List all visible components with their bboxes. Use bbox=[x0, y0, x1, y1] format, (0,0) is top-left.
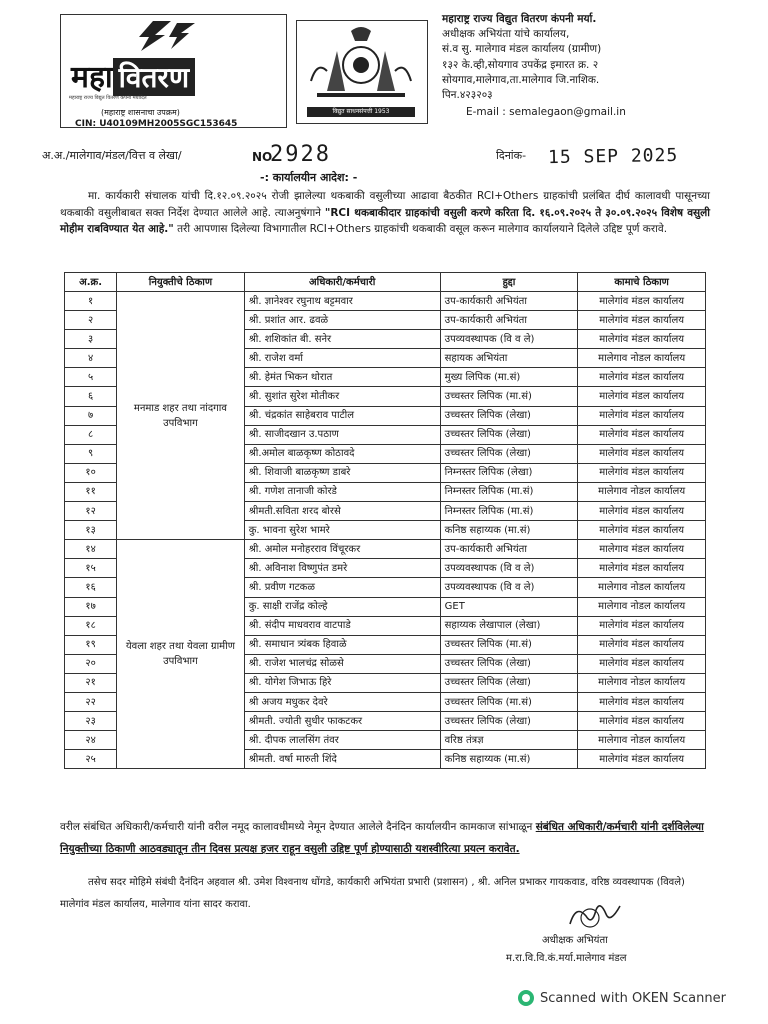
cell-post: कनिष्ठ सहाय्यक (मा.सं) bbox=[440, 521, 578, 540]
cell-post: उप-कार्यकारी अभियंता bbox=[440, 311, 578, 330]
cell-work-place: मालेगांव मंडल कार्यालय bbox=[578, 292, 706, 311]
cell-work-place: मालेगाव नोडल कार्यालय bbox=[578, 578, 706, 597]
cell-work-place: मालेगांव मंडल कार्यालय bbox=[578, 692, 706, 711]
cell-work-place: मालेगांव मंडल कार्यालय bbox=[578, 425, 706, 444]
cell-name: श्री. हेमंत भिकन थोरात bbox=[244, 368, 440, 387]
body-text-part: तरी आपणास दिलेल्या विभागातील RCI+Others ग्राहकांची थकबाकी वसूल करून मालेगाव कार्यालयाने दिलेले उद्दिष्ट पूर्ण करावे. bbox=[173, 223, 668, 235]
cell-name: श्रीमती. वर्षा मारुती शिंदे bbox=[244, 750, 440, 769]
cell-post: उच्चस्तर लिपिक (लेखा) bbox=[440, 444, 578, 463]
cell-post: निम्नस्तर लिपिक (मा.सं) bbox=[440, 502, 578, 521]
cell-post: सहाय्यक लेखापाल (लेखा) bbox=[440, 616, 578, 635]
cell-name: श्री. चंद्रकांत साहेबराव पाटील bbox=[244, 406, 440, 425]
signatory-office: म.रा.वि.वि.कं.मर्या.मालेगाव मंडल bbox=[506, 953, 627, 964]
cell-posting-place: मनमाड शहर तथा नांदगाव उपविभाग bbox=[117, 292, 245, 540]
date-stamp: 15 SEP 2025 bbox=[547, 144, 679, 169]
cell-post: उच्चस्तर लिपिक (लेखा) bbox=[440, 712, 578, 731]
cell-work-place: मालेगाव मंडल कार्यालय bbox=[578, 540, 706, 559]
cell-serial: २२ bbox=[65, 692, 117, 711]
cell-post: उच्चस्तर लिपिक (मा.सं) bbox=[440, 387, 578, 406]
cell-name: श्री. राजेश वर्मा bbox=[244, 349, 440, 368]
cell-serial: २५ bbox=[65, 750, 117, 769]
footer-text-part: वरील संबंधित अधिकारी/कर्मचारी यांनी वरील नमूद कालावधीमध्ये नेमून देण्यात आलेले दैनंदिन कार्यालयीन कामकाज सांभाळून bbox=[60, 821, 536, 833]
address-line: सोयगाव,मालेगाव,ता.मालेगाव जि.नाशिक. bbox=[442, 73, 600, 86]
cell-name: श्री. संदीप माधवराव वाटपाडे bbox=[244, 616, 440, 635]
staff-assignment-table bbox=[64, 272, 706, 769]
cell-serial: १६ bbox=[65, 578, 117, 597]
order-subject: -: कार्यालयीन आदेश: - bbox=[260, 171, 358, 184]
cell-name: श्री.अमोल बाळकृष्ण कोठावदे bbox=[244, 444, 440, 463]
logo-tagline: (महाराष्ट्र शासनाचा उपक्रम) bbox=[101, 108, 180, 117]
cell-work-place: मालेगाव नोडल कार्यालय bbox=[578, 349, 706, 368]
cell-post: उच्चस्तर लिपिक (मा.सं) bbox=[440, 635, 578, 654]
scanner-label: Scanned with OKEN Scanner bbox=[540, 990, 726, 1006]
cell-post: निम्नस्तर लिपिक (लेखा) bbox=[440, 463, 578, 482]
cell-serial: ४ bbox=[65, 349, 117, 368]
cell-name: श्रीमती.सविता शरद बोरसे bbox=[244, 502, 440, 521]
cell-serial: १५ bbox=[65, 559, 117, 578]
cell-serial: १८ bbox=[65, 616, 117, 635]
cell-serial: ९ bbox=[65, 444, 117, 463]
cell-name: श्री. ज्ञानेश्वर रघुनाथ बट्टमवार bbox=[244, 292, 440, 311]
cell-serial: ८ bbox=[65, 425, 117, 444]
cell-serial: २४ bbox=[65, 731, 117, 750]
cell-post: उच्चस्तर लिपिक (लेखा) bbox=[440, 406, 578, 425]
cell-post: सहायक अभियंता bbox=[440, 349, 578, 368]
company-logo-box bbox=[60, 14, 287, 128]
cell-name: कु. भावना सुरेश भामरे bbox=[244, 521, 440, 540]
column-header-work-place: कामाचे ठिकाण bbox=[578, 273, 706, 292]
cell-name: श्री अजय मधुकर देवरे bbox=[244, 692, 440, 711]
cell-post: कनिष्ठ सहाय्यक (मा.सं) bbox=[440, 750, 578, 769]
cell-work-place: मालेगांव मंडल कार्यालय bbox=[578, 330, 706, 349]
scanner-logo-icon bbox=[518, 990, 534, 1006]
table-row bbox=[65, 540, 706, 559]
column-header-post: हुद्दा bbox=[440, 273, 578, 292]
cell-name: श्री. सुशांत सुरेश मोतीकर bbox=[244, 387, 440, 406]
cell-work-place: मालेगांव मंडल कार्यालय bbox=[578, 311, 706, 330]
cell-serial: २० bbox=[65, 654, 117, 673]
cell-work-place: मालेगांव मंडल कार्यालय bbox=[578, 502, 706, 521]
cell-serial: ७ bbox=[65, 406, 117, 425]
cell-name: श्रीमती. ज्योती सुधीर फाकटकर bbox=[244, 712, 440, 731]
cell-name: श्री. समाधान त्र्यंबक हिवाळे bbox=[244, 635, 440, 654]
cell-work-place: मालेगाव नोडल कार्यालय bbox=[578, 731, 706, 750]
cell-serial: १० bbox=[65, 463, 117, 482]
cell-post: उप-कार्यकारी अभियंता bbox=[440, 292, 578, 311]
table-row bbox=[65, 292, 706, 311]
logo-word-vitaran: वितरण bbox=[113, 58, 195, 96]
cell-name: श्री. दीपक लालसिंग तंवर bbox=[244, 731, 440, 750]
cell-name: श्री. प्रशांत आर. ढवळे bbox=[244, 311, 440, 330]
footer-text-emphasis: संबंधित अधिकारी/कर्मचारी यांनी दर्शविलेल्या नियुक्तीच्या ठिकाणी आठवड्यातून तीन दिवस प्रत्यक्ष हजर राहून वसुली उद्दिष्ट पूर्ण होण्यासाठी यशस्वीरित्या प्रयत्न करावेत. bbox=[60, 821, 704, 855]
office-email: E-mail : semalegaon@gmail.in bbox=[466, 106, 626, 119]
cell-work-place: मालेगाव नोडल कार्यालय bbox=[578, 482, 706, 501]
scanner-watermark bbox=[518, 990, 726, 1006]
cell-name: श्री. साजीदखान उ.पठाण bbox=[244, 425, 440, 444]
cell-serial: २ bbox=[65, 311, 117, 330]
emblem-label: विद्युत साधनसंपत्ती 1953 bbox=[307, 107, 415, 117]
cell-post: मुख्य लिपिक (मा.सं) bbox=[440, 368, 578, 387]
cell-serial: १९ bbox=[65, 635, 117, 654]
reference-number: 2928 bbox=[270, 142, 331, 167]
cell-serial: ५ bbox=[65, 368, 117, 387]
logo-word-maha: महा bbox=[71, 60, 113, 95]
cell-name: श्री. राजेश भालचंद्र सोळसे bbox=[244, 654, 440, 673]
cell-post: GET bbox=[440, 597, 578, 616]
cell-post: वरिष्ठ तंत्रज्ञ bbox=[440, 731, 578, 750]
footer-paragraph-1 bbox=[60, 816, 710, 860]
cell-serial: १४ bbox=[65, 540, 117, 559]
cell-work-place: मालेगाव नोडल कार्यालय bbox=[578, 673, 706, 692]
logo-wordmark bbox=[71, 55, 195, 96]
state-emblem-box bbox=[296, 20, 428, 124]
emblem-icon bbox=[297, 21, 425, 107]
cin-number: CIN: U40109MH2005SGC153645 bbox=[75, 119, 238, 129]
cell-posting-place: येवला शहर तथा येवला ग्रामीण उपविभाग bbox=[117, 540, 245, 769]
cell-post: उच्चस्तर लिपिक (मा.सं) bbox=[440, 692, 578, 711]
address-line: सं.व सु. मालेगाव मंडल कार्यालय (ग्रामीण) bbox=[442, 43, 602, 56]
column-header-name: अधिकारी/कर्मचारी bbox=[244, 273, 440, 292]
cell-work-place: मालेगांव मंडल कार्यालय bbox=[578, 750, 706, 769]
signatory-title: अधीक्षक अभियंता bbox=[542, 935, 608, 946]
cell-work-place: मालेगांव मंडल कार्यालय bbox=[578, 387, 706, 406]
footer-text-part: तसेच सदर मोहिमे संबंधी दैनंदिन अहवाल श्री. उमेश विश्वनाथ धोंगडे, कार्यकारी अभियंता प्रभारी (प्रशासन) , श्री. अनिल प्रभाकर गायकवाड, वरिष्ठ व्यवस्थापक (विवले) मालेगांव मंडल कार्यालय, मालेगाव यांना सादर करावा. bbox=[60, 877, 685, 910]
cell-work-place: मालेगांव मंडल कार्यालय bbox=[578, 463, 706, 482]
reference-line: अ.अ./मालेगाव/मंडल/वित्त व लेखा/ bbox=[42, 149, 182, 162]
signature-icon bbox=[566, 898, 626, 934]
cell-post: निम्नस्तर लिपिक (मा.सं) bbox=[440, 482, 578, 501]
cell-work-place: मालेगांव मंडल कार्यालय bbox=[578, 521, 706, 540]
cell-work-place: मालेगांव मंडल कार्यालय bbox=[578, 616, 706, 635]
address-line: अधीक्षक अभियंता यांचे कार्यालय, bbox=[442, 28, 570, 41]
cell-work-place: मालेगांव मंडल कार्यालय bbox=[578, 444, 706, 463]
column-header-place: नियुक्तीचे ठिकाण bbox=[117, 273, 245, 292]
table-header-row bbox=[65, 273, 706, 292]
cell-work-place: मालेगांव मंडल कार्यालय bbox=[578, 406, 706, 425]
cell-name: श्री. अविनाश विष्णुपंत डमरे bbox=[244, 559, 440, 578]
cell-serial: १२ bbox=[65, 502, 117, 521]
cell-name: श्री. अमोल मनोहरराव विंचूरकर bbox=[244, 540, 440, 559]
date-label: दिनांक- bbox=[496, 149, 527, 162]
cell-serial: ६ bbox=[65, 387, 117, 406]
cell-name: श्री. योगेश जिभाऊ हिरे bbox=[244, 673, 440, 692]
logo-subtitle: महाराष्ट्र राज्य विद्युत वितरण कंपनी मर्यादित bbox=[69, 95, 147, 101]
cell-post: उच्चस्तर लिपिक (लेखा) bbox=[440, 673, 578, 692]
cell-post: उपव्यवस्थापक (वि व ले) bbox=[440, 559, 578, 578]
body-text-part: मा. कार्यकारी संचालक यांची दि.१२.०९.२०२५ रोजी झालेल्या थकबाकी वसुलीच्या आढावा बैठकीत RCI+Others ग्राहकांची प्रलंबित दीर्घ कालावधी पासूनच्या थकबाकी वसुलीबाबत सक्त निर्देश देण्यात आलेले आहे. त्याअनुषंगाने bbox=[60, 190, 710, 219]
cell-post: उच्चस्तर लिपिक (लेखा) bbox=[440, 654, 578, 673]
cell-serial: १७ bbox=[65, 597, 117, 616]
order-body-paragraph bbox=[60, 188, 710, 238]
cell-post: उपव्यवस्थापक (वि व ले) bbox=[440, 578, 578, 597]
cell-work-place: मालेगांव मंडल कार्यालय bbox=[578, 654, 706, 673]
cell-serial: २१ bbox=[65, 673, 117, 692]
cell-serial: १ bbox=[65, 292, 117, 311]
cell-post: उपव्यवस्थापक (वि व ले) bbox=[440, 330, 578, 349]
reference-prefix: NO bbox=[252, 150, 273, 164]
cell-name: श्री. शिवाजी बाळकृष्ण डाबरे bbox=[244, 463, 440, 482]
cell-post: उच्चस्तर लिपिक (लेखा) bbox=[440, 425, 578, 444]
cell-work-place: मालेगांव मंडल कार्यालय bbox=[578, 368, 706, 387]
body-text-emphasis: "RCI थकबाकीदार ग्राहकांची वसुली करणे करिता दि. १६.०९.२०२५ ते ३०.०९.२०२५ विशेष वसुली मोहीम राबविण्यात येत आहे." bbox=[60, 206, 710, 235]
column-header-serial: अ.क्र. bbox=[65, 273, 117, 292]
cell-serial: ११ bbox=[65, 482, 117, 501]
cell-name: कु. साक्षी राजेंद्र कोल्हे bbox=[244, 597, 440, 616]
cell-work-place: मालेगांव मंडल कार्यालय bbox=[578, 635, 706, 654]
cell-serial: १३ bbox=[65, 521, 117, 540]
cell-work-place: मालेगाव नोडल कार्यालय bbox=[578, 597, 706, 616]
address-line: १३२ के.व्ही,सोयगाव उपकेंद्र इमारत क्र. २ bbox=[442, 58, 599, 71]
cell-work-place: मालेगांव मंडल कार्यालय bbox=[578, 559, 706, 578]
cell-name: श्री. शशिकांत बी. सनेर bbox=[244, 330, 440, 349]
cell-serial: २३ bbox=[65, 712, 117, 731]
address-line: पिन.४२३२०३ bbox=[442, 89, 493, 102]
office-address bbox=[442, 12, 742, 120]
lightning-logo-icon bbox=[133, 19, 203, 53]
cell-post: उप-कार्यकारी अभियंता bbox=[440, 540, 578, 559]
cell-serial: ३ bbox=[65, 330, 117, 349]
cell-work-place: मालेगांव मंडल कार्यालय bbox=[578, 712, 706, 731]
address-line: महाराष्ट्र राज्य विद्युत वितरण कंपनी मर्या. bbox=[442, 13, 597, 25]
cell-name: श्री. प्रवीण गटकळ bbox=[244, 578, 440, 597]
cell-name: श्री. गणेश तानाजी कोरडे bbox=[244, 482, 440, 501]
